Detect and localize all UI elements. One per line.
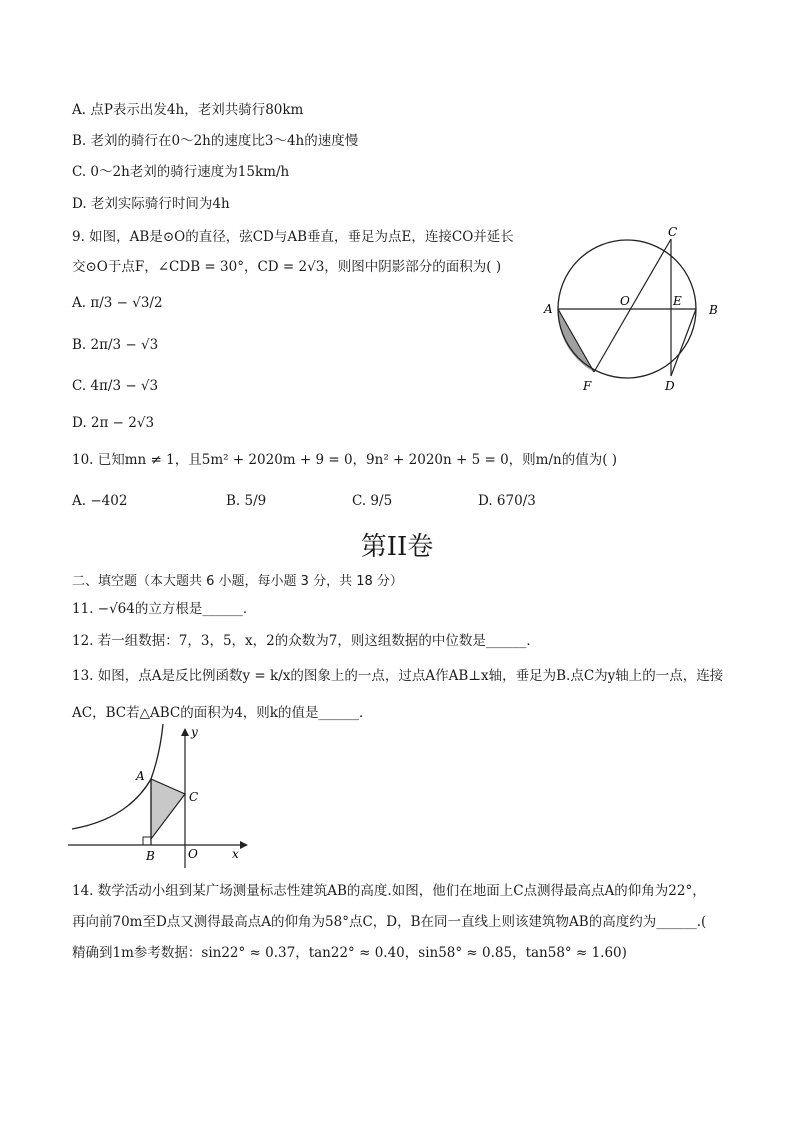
q9-label-o: O <box>620 294 630 308</box>
q10-option-c: C. 9/5 <box>352 493 393 509</box>
q9-option-d: D. 2π − 2√3 <box>72 415 155 431</box>
q14-stem-line3: 精确到1m参考数据：sin22° ≈ 0.37，tan22° ≈ 0.40，sin58° ≈ 0.85，tan58° ≈ 1.60) <box>72 945 627 961</box>
q13-stem-line2: AC，BC若△ABC的面积为4，则k的值是______． <box>72 705 373 721</box>
q9-label-b: B <box>709 303 718 317</box>
q9-label-a: A <box>544 302 553 316</box>
q13-shaded-triangle <box>151 779 185 839</box>
q9-stem-line2: 交⊙O于点F，∠CDB = 30°，CD = 2√3，则图中阴影部分的面积为( ) <box>72 259 502 275</box>
q8-option-d: D. 老刘实际骑行时间为4h <box>72 196 230 212</box>
q11-stem: 11. −√64的立方根是______． <box>72 601 257 617</box>
q9-stem-line1: 9. 如图，AB是⊙O的直径，弦CD与AB垂直，垂足为点E，连接CO并延长 <box>72 229 514 245</box>
q9-label-f: F <box>583 379 592 393</box>
q9-label-e: E <box>673 294 682 308</box>
q14-stem-line1: 14. 数学活动小组到某广场测量标志性建筑AB的高度.如图，他们在地面上C点测得最高点A的仰角为22°， <box>72 883 706 899</box>
q12-stem: 12. 若一组数据：7，3，5，x，2的众数为7，则这组数据的中位数是______． <box>72 633 540 649</box>
q9-option-a: A. π/3 − √3/2 <box>72 295 163 311</box>
q13-label-y: y <box>191 725 198 739</box>
q10-option-a: A. −402 <box>72 493 128 509</box>
q13-label-o: O <box>188 847 198 861</box>
q8-option-c: C. 0～2h老刘的骑行速度为15km/h <box>72 164 290 180</box>
q9-circle-figure <box>540 222 730 394</box>
q8-option-b: B. 老刘的骑行在0～2h的速度比3～4h的速度慢 <box>72 133 359 149</box>
q13-hyperbola-figure <box>68 724 248 870</box>
q14-stem-line2: 再向前70m至D点又测得最高点A的仰角为58°点C，D，B在同一直线上则该建筑物AB的高度约为______.( <box>72 914 707 930</box>
q13-label-c: C <box>189 790 199 804</box>
q10-option-b: B. 5/9 <box>226 493 267 509</box>
q9-label-d: D <box>665 379 675 393</box>
q13-label-b: B <box>146 849 155 863</box>
section-heading: 第II卷 <box>360 532 434 562</box>
section-title: 二、填空题（本大题共 6 小题，每小题 3 分，共 18 分） <box>72 574 403 589</box>
q9-option-c: C. 4π/3 − √3 <box>72 378 159 394</box>
q13-stem-line1: 13. 如图，点A是反比例函数y = k/x的图象上的一点，过点A作AB⊥x轴，垂足为B.点C为y轴上的一点，连接 <box>72 668 724 684</box>
q13-label-x: x <box>232 847 239 861</box>
q13-label-a: A <box>136 769 145 783</box>
q9-option-b: B. 2π/3 − √3 <box>72 337 159 353</box>
q10-option-d: D. 670/3 <box>478 493 536 509</box>
q8-option-a: A. 点P表示出发4h，老刘共骑行80km <box>72 102 304 118</box>
q9-label-c: C <box>668 225 678 239</box>
q10-stem: 10. 已知mn ≠ 1，且5m² + 2020m + 9 = 0，9n² + 2020n + 5 = 0，则m/n的值为( ) <box>72 452 618 468</box>
